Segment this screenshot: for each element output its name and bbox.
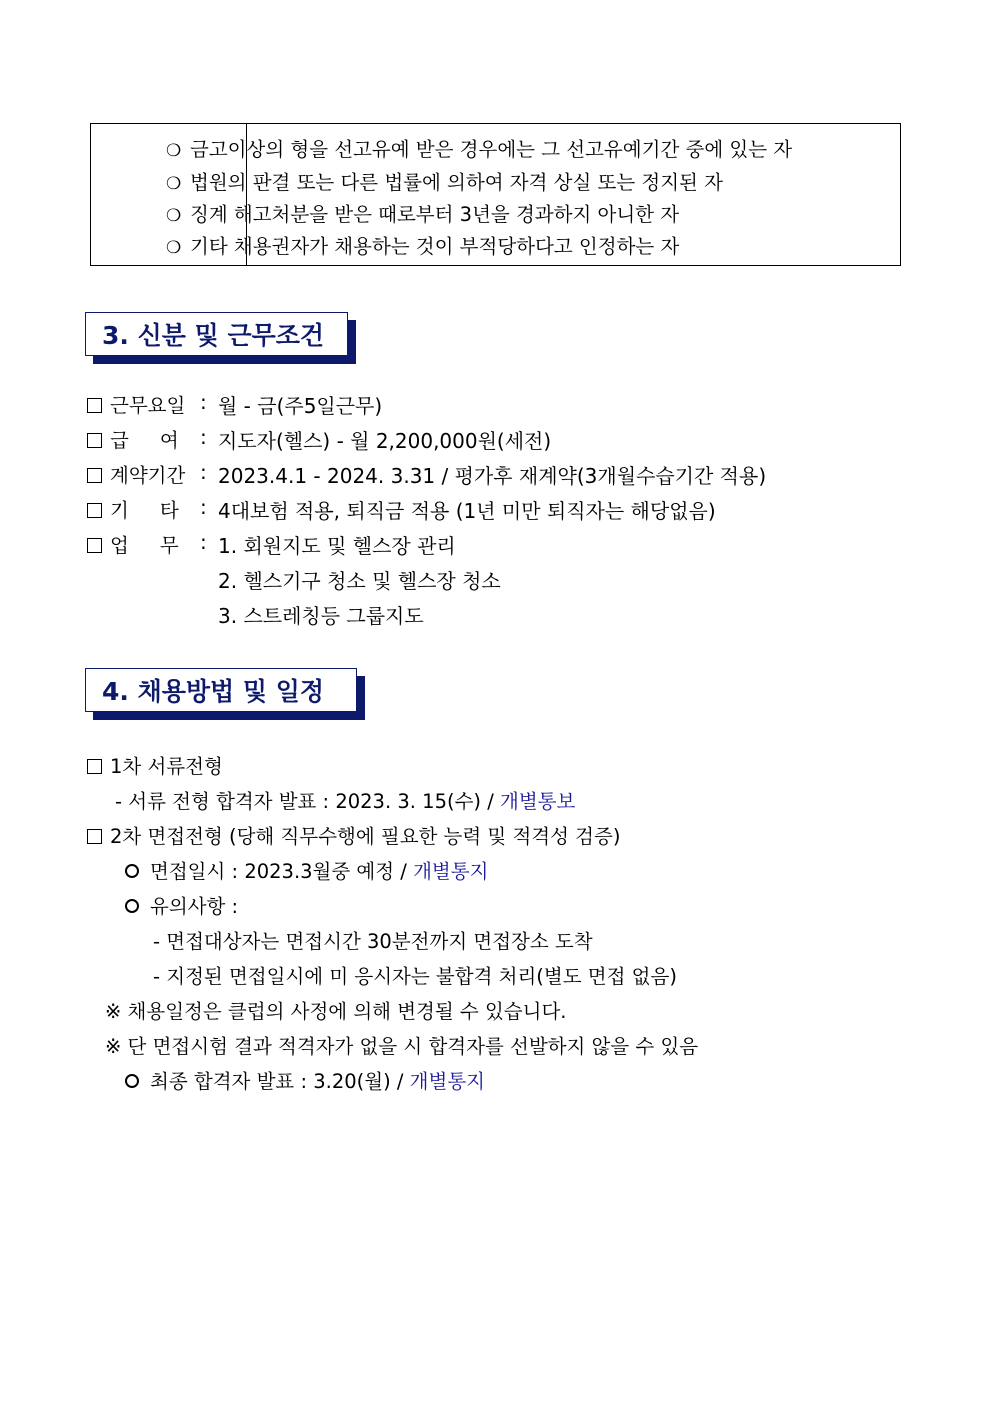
contract-period-line: 계약기간 — [87, 460, 185, 488]
bullet-icon: ❍ — [166, 238, 182, 258]
interview-screening-line: 2차 면접전형 (당해 직무수행에 필요한 능력 및 적격성 검증) — [87, 821, 620, 849]
checkbox-square-icon — [87, 468, 102, 483]
salary-line: 급 여 — [87, 425, 179, 453]
remark-item: ※ 단 면접시험 결과 적격자가 없을 시 합격자를 선발하지 않을 수 있음 — [105, 1035, 699, 1058]
section-4-title: 4. 채용방법 및 일정 — [102, 677, 325, 706]
contract-period-value: 2023.4.1 - 2024. 3.31 / 평가후 재계약(3개월수습기간 적용) — [218, 464, 767, 488]
bullet-icon: ❍ — [166, 141, 182, 161]
duty-item: 2. 헬스기구 청소 및 헬스장 청소 — [218, 569, 501, 593]
section-3-title: 3. 신분 및 근무조건 — [102, 321, 325, 350]
salary-value: 지도자(헬스) - 월 2,200,000원(세전) — [218, 429, 552, 453]
checkbox-square-icon — [87, 759, 102, 774]
note-item: - 면접대상자는 면접시간 30분전까지 면접장소 도착 — [153, 930, 593, 953]
checkbox-square-icon — [87, 433, 102, 448]
circle-bullet-icon — [125, 1074, 139, 1088]
table-row: ❍ 금고이상의 형을 선고유예 받은 경우에는 그 선고유예기간 중에 있는 자 — [166, 138, 793, 161]
checkbox-square-icon — [87, 398, 102, 413]
duty-item: 1. 회원지도 및 헬스장 관리 — [218, 534, 456, 558]
work-days-line: 근무요일 — [87, 390, 185, 418]
other-line: 기 타 — [87, 495, 179, 523]
note-item: - 지정된 면접일시에 미 응시자는 불합격 처리(별도 면접 없음) — [153, 965, 677, 988]
table-row: ❍ 법원의 판결 또는 다른 법률에 의하여 자격 상실 또는 정지된 자 — [166, 171, 723, 194]
table-row: ❍ 기타 채용권자가 채용하는 것이 부적당하다고 인정하는 자 — [166, 235, 680, 258]
circle-bullet-icon — [125, 899, 139, 913]
other-value: 4대보험 적용, 퇴직금 적용 (1년 미만 퇴직자는 해당없음) — [218, 499, 716, 523]
duty-item: 3. 스트레칭등 그룹지도 — [218, 604, 424, 628]
checkbox-square-icon — [87, 829, 102, 844]
remark-item: ※ 채용일정은 클럽의 사정에 의해 변경될 수 있습니다. — [105, 1000, 567, 1023]
work-days-value: 월 - 금(주5일근무) — [218, 394, 383, 418]
checkbox-square-icon — [87, 503, 102, 518]
document-screening-line: 1차 서류전형 — [87, 751, 223, 779]
bullet-icon: ❍ — [166, 174, 182, 194]
duties-line: 업 무 — [87, 530, 179, 558]
notes-label-line: 유의사항 : — [125, 891, 238, 919]
document-result-line: - 서류 전형 합격자 발표 : 2023. 3. 15(수) / 개별통보 — [115, 790, 576, 813]
interview-date-line: 면접일시 : 2023.3월중 예정 / 개별통지 — [125, 856, 488, 884]
checkbox-square-icon — [87, 538, 102, 553]
bullet-icon: ❍ — [166, 206, 182, 226]
circle-bullet-icon — [125, 864, 139, 878]
final-result-line: 최종 합격자 발표 : 3.20(월) / 개별통지 — [125, 1066, 485, 1094]
table-row: ❍ 징계 해고처분을 받은 때로부터 3년을 경과하지 아니한 자 — [166, 203, 680, 226]
